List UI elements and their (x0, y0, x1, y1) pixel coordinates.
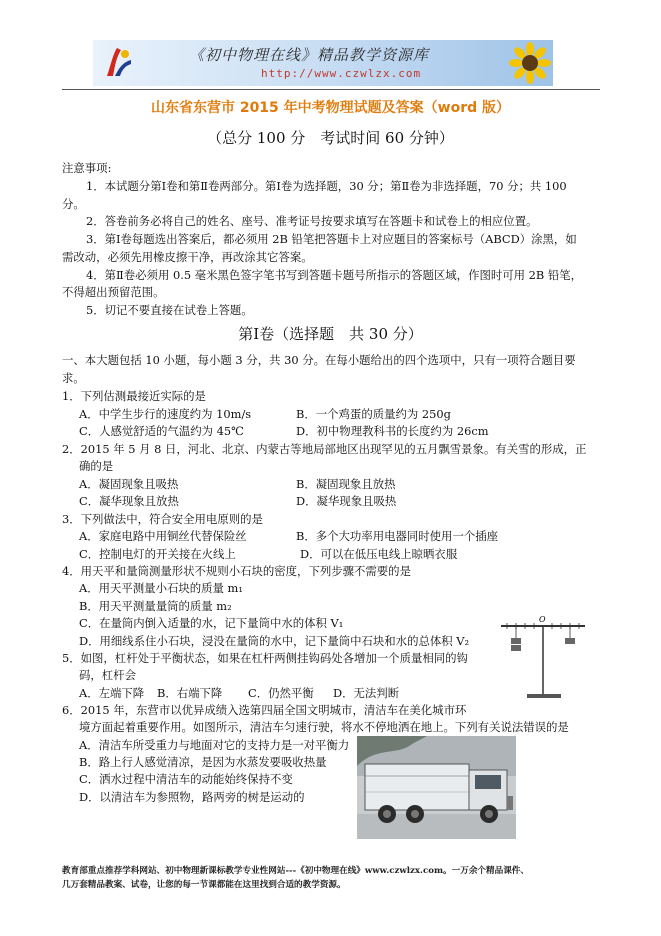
cleaning-truck-photo (357, 736, 516, 839)
option: B．右端下降 (157, 686, 223, 700)
option: D．用细线系住小石块，浸没在量筒的水中，记下量筒中石块和水的总体积 V₂ (79, 634, 470, 648)
exam-info: （总分 100 分 考试时间 60 分钟） (207, 129, 454, 147)
sunflower-icon (509, 42, 551, 84)
option: C．人感觉舒适的气温约为 45℃ (79, 424, 244, 438)
option: A．凝固现象且吸热 (79, 477, 179, 491)
notice-line: 2．答卷前务必将自己的姓名、座号、准考证号按要求填写在答题卡和试卷上的相应位置。 (86, 214, 538, 228)
question-stem: 2．2015 年 5 月 8 日，河北、北京、内蒙古等地局部地区出现罕见的五月飘雪景象。有关雪的形成，正 (62, 442, 587, 456)
question-stem: 5．如图，杠杆处于平衡状态，如果在杠杆两侧挂钩码处各增加一个质量相同的钩 (62, 651, 468, 665)
notice-line: 3．第Ⅰ卷每题选出答案后，都必须用 2B 铅笔把答题卡上对应题目的答案标号（ABCD）涂黑，如 (86, 232, 577, 246)
option: B．凝固现象且放热 (296, 477, 396, 491)
option: D．初中物理教科书的长度约为 26cm (296, 424, 489, 438)
question-stem: 6．2015 年，东营市以优异成绩入选第四届全国文明城市，清洁车在美化城市环 (62, 703, 467, 717)
option: C．凝华现象且放热 (79, 494, 179, 508)
option: C．在量筒内倒入适量的水，记下量筒中水的体积 V₁ (79, 616, 344, 630)
footer-line: 几万套精品教案、试卷，让您的每一节课都能在这里找到合适的教学资源。 (62, 880, 346, 890)
question-stem: 1．下列估测最接近实际的是 (62, 389, 206, 403)
option: C．洒水过程中清洁车的动能始终保持不变 (79, 772, 293, 786)
pivot-label: O (539, 615, 546, 624)
option: B．用天平测量量筒的质量 m₂ (79, 599, 232, 613)
option: A．家庭电路中用铜丝代替保险丝 (79, 529, 247, 543)
option: B．一个鸡蛋的质量约为 250g (296, 407, 451, 421)
notice-line: 需改动，必须先用橡皮擦干净，再改涂其它答案。 (62, 250, 313, 264)
notice-heading: 注意事项: (62, 161, 112, 175)
question-stem: 境方面起着重要作用。如图所示，清洁车匀速行驶，将水不停地洒在地上。下列有关说法错误的是 (79, 720, 569, 734)
header-rule (62, 89, 600, 90)
question-stem: 码，杠杆会 (79, 668, 136, 682)
banner-url[interactable]: http://www.czwlzx.com (261, 67, 422, 80)
notice-line: 分。 (62, 197, 85, 211)
option: C．控制电灯的开关接在火线上 (79, 547, 236, 561)
question-stem: 确的是 (79, 459, 114, 473)
option: D．以清洁车为参照物，路两旁的树是运动的 (79, 790, 305, 804)
option: D．无法判断 (333, 686, 400, 700)
option: A．中学生步行的速度约为 10m/s (79, 407, 252, 421)
banner-title: 《初中物理在线》精品教学资源库 (189, 46, 430, 64)
notice-line: 4．第Ⅱ卷必须用 0.5 毫米黑色签字笔书写到答题卡题号所指示的答题区域，作图时可用 2B 铅笔， (86, 268, 583, 282)
section-intro: 求。 (62, 371, 85, 385)
lever-figure (497, 612, 589, 702)
section-intro: 一、本大题包括 10 小题，每小题 3 分，共 30 分。在每小题给出的四个选项中，只有一项符合题目要 (62, 353, 576, 367)
notice-line: 1．本试题分第Ⅰ卷和第Ⅱ卷两部分。第Ⅰ卷为选择题，30 分；第Ⅱ卷为非选择题，70 分；共 100 (86, 179, 567, 193)
site-banner (93, 40, 553, 86)
option: D．凝华现象且吸热 (296, 494, 397, 508)
option: D．可以在低压电线上晾晒衣服 (300, 547, 458, 561)
section-title: 第Ⅰ卷（选择题 共 30 分） (238, 325, 423, 343)
option: B．路上行人感觉清凉，是因为水蒸发要吸收热量 (79, 755, 327, 769)
footer-line: 教育部重点推荐学科网站、初中物理新课标教学专业性网站---《初中物理在线》www.czwlzx.com。一万余个精品课件、 (62, 866, 529, 876)
option: C．仍然平衡 (248, 686, 314, 700)
notice-line: 不得超出预留范围。 (62, 285, 165, 299)
site-logo-icon (103, 46, 133, 80)
option: A．用天平测量小石块的质量 m₁ (79, 581, 243, 595)
question-stem: 4．用天平和量筒测量形状不规则小石块的密度，下列步骤不需要的是 (62, 564, 411, 578)
page-title: 山东省东营市 2015 年中考物理试题及答案（word 版） (150, 100, 511, 116)
notice-line: 5．切记不要直接在试卷上答题。 (86, 303, 253, 317)
option: B．多个大功率用电器同时使用一个插座 (296, 529, 499, 543)
option: A．清洁车所受重力与地面对它的支持力是一对平衡力 (79, 738, 350, 752)
question-stem: 3．下列做法中，符合安全用电原则的是 (62, 512, 263, 526)
option: A．左端下降 (79, 686, 145, 700)
page-footer (62, 864, 529, 892)
